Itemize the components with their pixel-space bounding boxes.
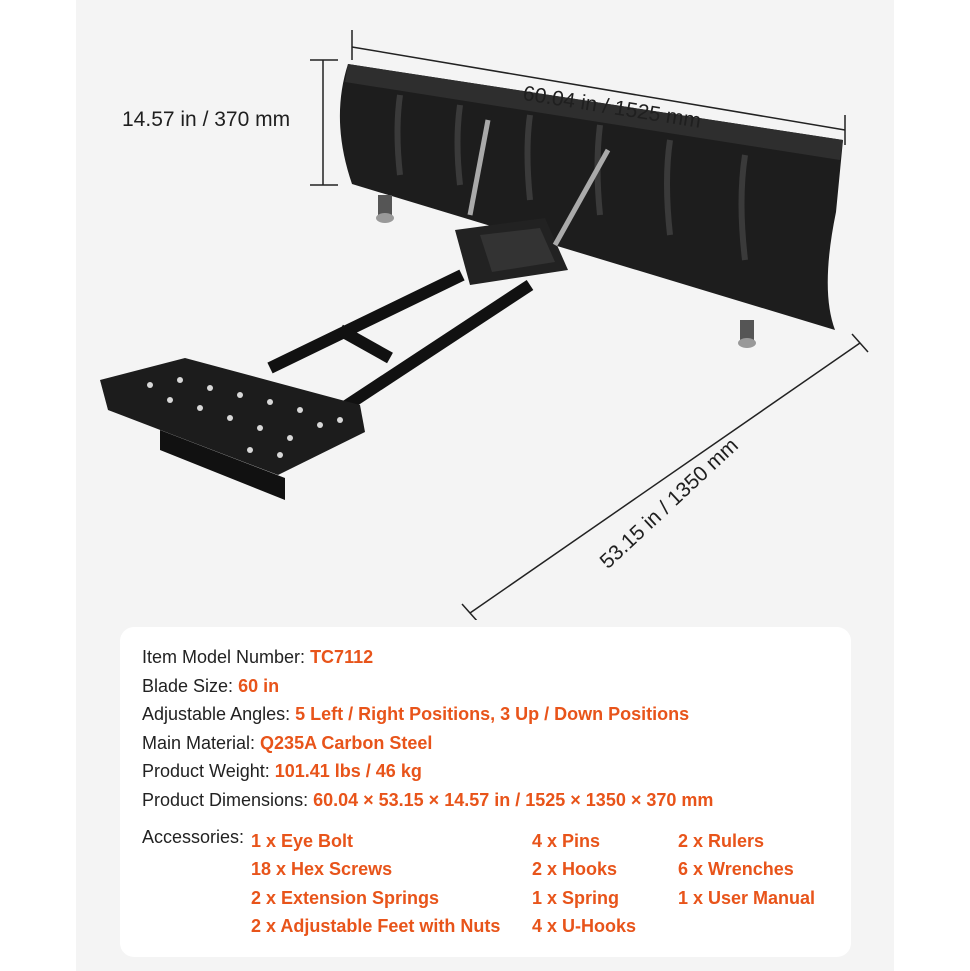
specifications-card: [120, 627, 851, 957]
accessory-item: 2 x Hooks: [532, 859, 618, 880]
spec-product-dimensions: Product Dimensions: 60.04 × 53.15 × 14.57 in / 1525 × 1350 × 370 mm: [142, 789, 714, 810]
accessory-item: 1 x Spring: [532, 887, 620, 908]
accessory-item: 2 x Rulers: [678, 831, 765, 851]
blade-height-dimension: 14.57 in / 370 mm: [122, 108, 291, 131]
accessory-item: 1 x User Manual: [678, 887, 816, 908]
accessories-column-1: [251, 827, 500, 940]
accessory-item: 6 x Wrenches: [678, 859, 794, 880]
accessory-item: 2 x Adjustable Feet with Nuts: [251, 915, 501, 936]
accessories-label: Accessories:: [142, 827, 245, 847]
accessory-item: 2 x Extension Springs: [251, 887, 440, 908]
accessories-column-3: [678, 827, 815, 912]
accessory-item: 1 x Eye Bolt: [251, 831, 354, 851]
accessories-column-2: [532, 827, 636, 940]
spec-product-weight: Product Weight: 101.41 lbs / 46 kg: [142, 761, 422, 781]
accessory-item: 18 x Hex Screws: [251, 859, 393, 880]
spec-adjustable-angles: Adjustable Angles: 5 Left / Right Positions, 3 Up / Down Positions: [142, 704, 690, 724]
spec-list: [142, 643, 713, 814]
spec-blade-size: Blade Size: 60 in: [142, 675, 280, 696]
blade-width-dimension: 60.04 in / 1525 mm: [521, 82, 703, 133]
accessory-item: 4 x Pins: [532, 831, 601, 851]
spec-main-material: Main Material: Q235A Carbon Steel: [142, 732, 433, 753]
accessory-item: 4 x U-Hooks: [532, 915, 637, 936]
frame-length-dimension: 53.15 in / 1350 mm: [595, 433, 743, 574]
spec-model-number: Item Model Number: TC7112: [142, 647, 374, 667]
